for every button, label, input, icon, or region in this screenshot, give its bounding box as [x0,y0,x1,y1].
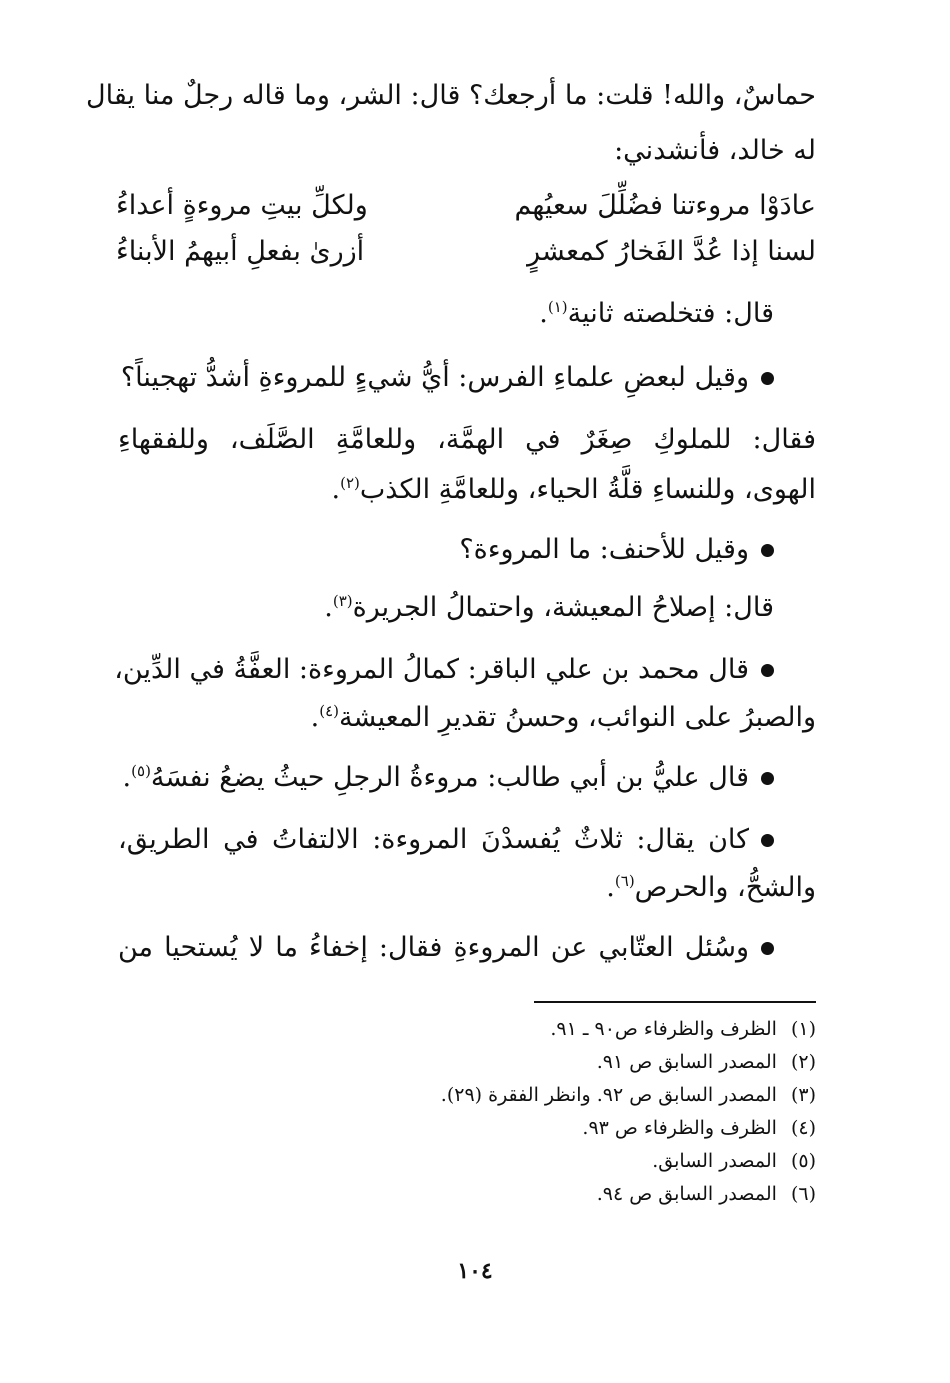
bullet-paragraph [118,762,774,794]
paragraph-text: وقيل لبعضِ علماءِ الفرس: أيُّ شيءٍ للمروءةِ أشدُّ تهجيناً؟ [120,362,749,393]
verse-second-hemistich: أزرىٰ بفعلِ أبيهمُ الأبناءُ [116,236,365,267]
paragraph-text: والشحُّ، والحرص [634,872,816,903]
paragraph-text: والصبرُ على النوائب، وحسنُ تقديرِ المعيشة [339,702,816,733]
period: . [310,702,320,733]
period: . [539,298,548,329]
paragraph-text: كان يقال: ثلاثٌ يُفسدْنَ المروءة: الالتفاتُ في الطريق، [118,824,749,855]
footnote-number: (٢) [790,1051,816,1073]
footnote-number: (٤) [790,1117,816,1139]
paragraph-line [118,298,774,330]
paragraph-text: قال عليُّ بن أبي طالب: مروءةُ الرجلِ حيثُ يضعُ نفسَهُ [150,762,749,793]
bullet-paragraph [118,534,774,566]
footnote-marker: (٦) [614,872,635,890]
paragraph-text: قال محمد بن علي الباقر: كمالُ المروءة: العفَّةُ في الدِّين، [114,654,749,685]
footnote [550,1018,816,1041]
paragraph-line [311,702,816,734]
footnote-marker: (١) [547,298,568,316]
bullet-paragraph [118,362,774,394]
footnote-separator [534,1001,816,1003]
paragraph-text: فقال: للملوكِ صِغَرٌ في الهمَّة، وللعامَّةِ الصَّلَف، وللفقهاءِ [118,424,816,455]
paragraph-text: الهوى، وللنساءِ قلَّةُ الحياء، وللعامَّةِ الكذب [359,474,816,505]
page-number: ١٠٤ [457,1258,493,1284]
footnote-number: (٥) [790,1150,816,1172]
footnote-marker: (٥) [131,762,151,780]
bullet-icon [761,942,774,955]
bullet-paragraph [118,824,774,856]
paragraph-line [86,80,816,112]
footnote [652,1150,816,1173]
period: . [324,592,333,623]
verse-second-hemistich: ولكلِّ بيتِ مروءةٍ أعداءُ [116,190,368,221]
paragraph-text: له خالد، فأنشدني: [614,135,816,166]
paragraph-line [118,424,816,456]
footnote-number: (٦) [790,1183,816,1205]
bullet-paragraph [118,932,774,964]
paragraph-line [614,135,816,167]
footnote-number: (١) [790,1018,816,1040]
bullet-icon [761,664,774,677]
verse-first-hemistich: عادَوْا مروءتنا فضُلِّلَ سعيُهم [514,190,816,221]
paragraph-text: قال: فتخلصته ثانية [567,298,774,329]
footnote-number: (٣) [790,1084,816,1106]
period: . [122,762,132,793]
paragraph-text: وسُئل العتّابي عن المروءةِ فقال: إخفاءُ ما لا يُستحيا من [118,932,749,963]
paragraph-line [118,592,774,624]
footnote [441,1084,816,1107]
bullet-icon [761,772,774,785]
footnote-marker: (٤) [319,702,340,720]
bullet-icon [761,544,774,557]
verse-line [116,236,816,268]
footnote [597,1183,816,1206]
period: . [606,872,615,903]
verse-line [116,190,816,222]
footnote-marker: (٢) [340,474,360,492]
bullet-icon [761,834,774,847]
footnote-text: الظرف والظرفاء ص ٩٣. [582,1117,777,1139]
footnote [582,1117,816,1140]
footnote-text: المصدر السابق ص ٩٤. [596,1183,777,1205]
paragraph-line [606,872,816,904]
verse-first-hemistich: لسنا إذا عُدَّ الفَخارُ كمعشرٍ [527,236,816,267]
paragraph-line [331,474,816,506]
footnote-text: الظرف والظرفاء ص٩٠ ـ ٩١. [550,1018,777,1040]
period: . [331,474,341,505]
footnote-text: المصدر السابق. [652,1150,777,1172]
footnote [597,1051,816,1074]
paragraph-text: حماسٌ، والله! قلت: ما أرجعك؟ قال: الشر، وما قاله رجلٌ منا يقال [86,80,816,111]
paragraph-text: وقيل للأحنف: ما المروءة؟ [459,534,749,565]
footnote-marker: (٣) [332,592,353,610]
footnote-text: المصدر السابق ص ٩٢. وانظر الفقرة (٢٩). [440,1084,777,1106]
bullet-icon [761,372,774,385]
paragraph-text: قال: إصلاحُ المعيشة، واحتمالُ الجريرة [352,592,774,623]
footnote-text: المصدر السابق ص ٩١. [596,1051,777,1073]
bullet-paragraph [114,654,774,686]
